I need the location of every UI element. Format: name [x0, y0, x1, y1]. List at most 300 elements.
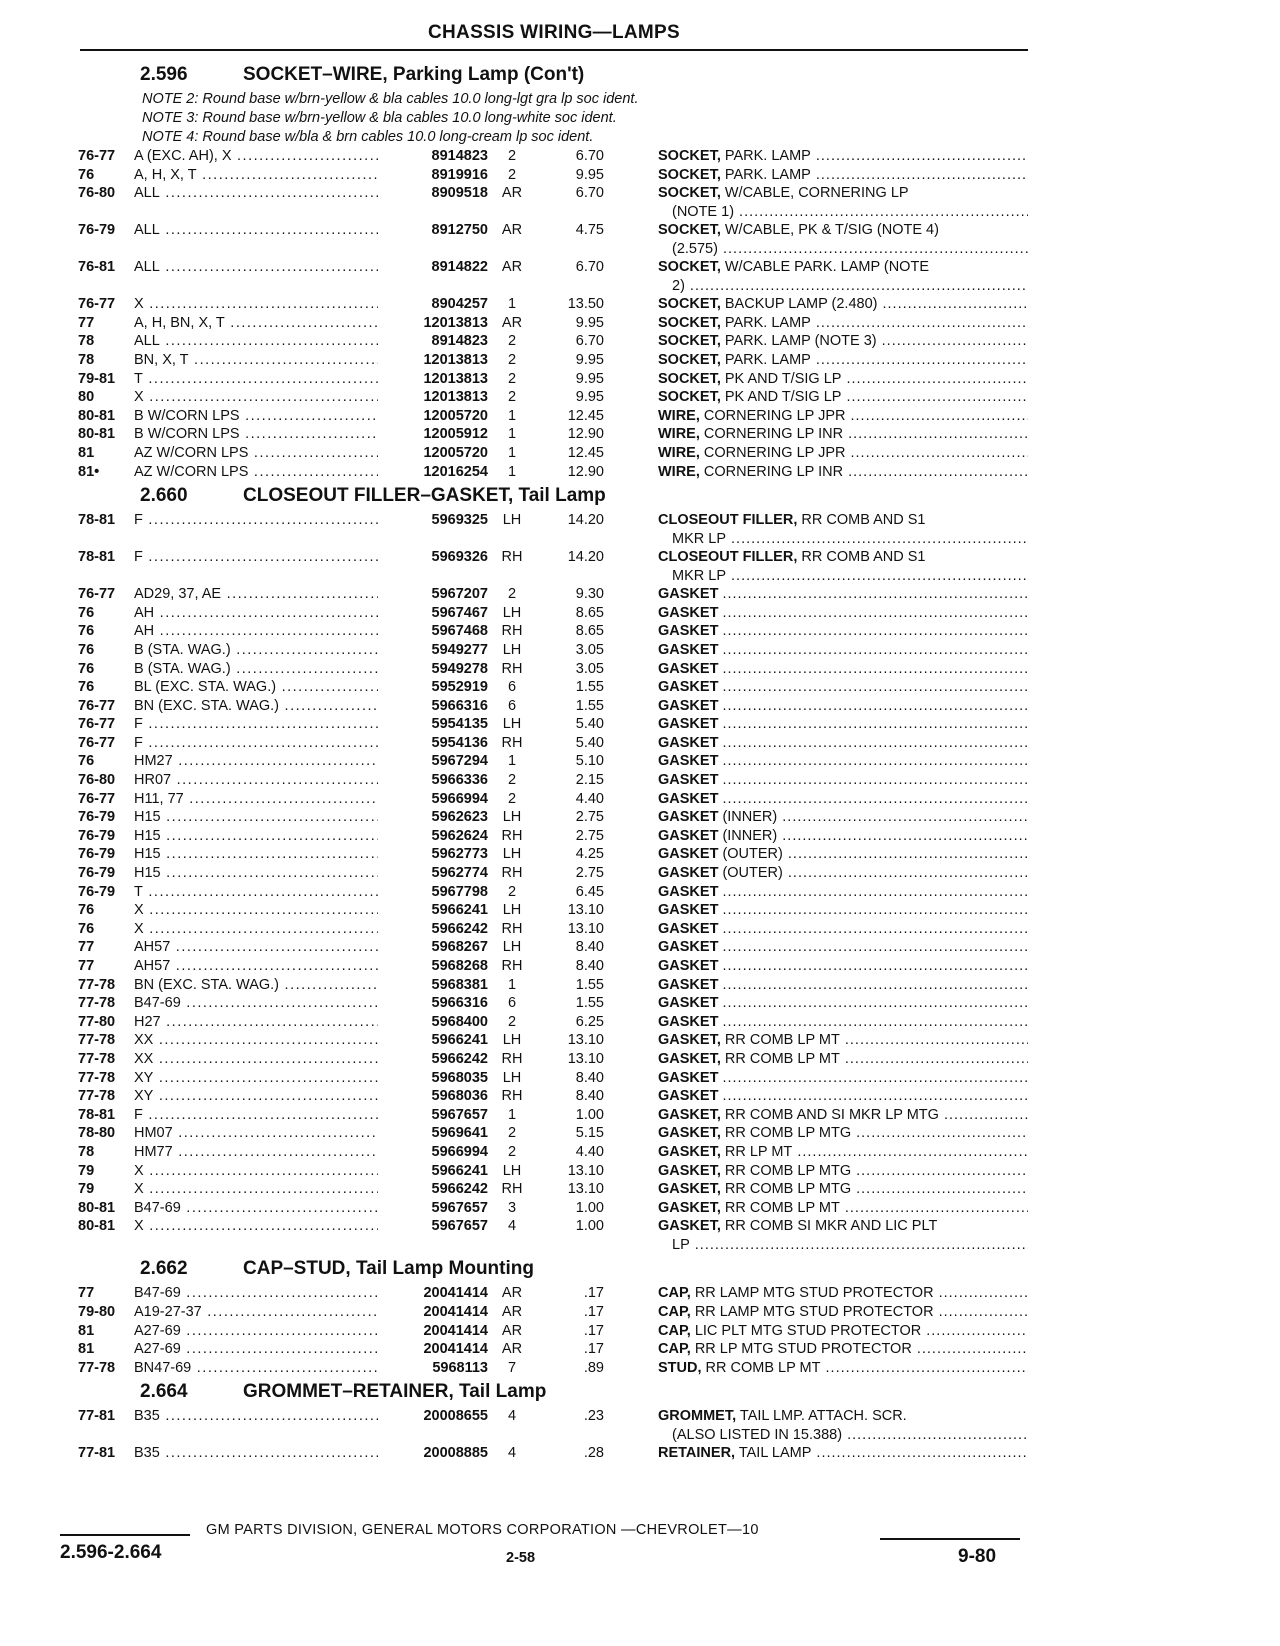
footer-section-range: 2.596-2.664	[60, 1542, 162, 1563]
part-detail: (INNER)	[722, 809, 778, 826]
quantity: RH	[501, 734, 523, 751]
price: .17	[583, 1285, 604, 1302]
part-number: 8914823	[378, 332, 488, 351]
price: 12.45	[567, 444, 604, 461]
price: 13.10	[567, 902, 604, 919]
description-line	[658, 995, 1028, 1011]
model-code: BN, X, T .....	[134, 351, 404, 370]
quantity: 1	[507, 463, 517, 480]
price: 4.40	[575, 790, 604, 807]
part-name: GASKET	[658, 697, 719, 714]
model-code: X .....	[134, 295, 404, 314]
part-detail: LIC PLT MTG STUD PROTECTOR	[694, 1322, 922, 1339]
model-year: 76-79	[78, 827, 116, 844]
part-row	[78, 752, 1028, 771]
model-year: 76-79	[78, 883, 116, 900]
part-description	[658, 548, 1028, 585]
model-code: ALL .....	[134, 332, 404, 351]
part-row	[78, 1013, 1028, 1032]
part-description	[658, 332, 1028, 351]
quantity: LH	[502, 902, 522, 919]
part-row	[78, 184, 1028, 221]
part-name: STUD,	[658, 1359, 702, 1376]
price: .23	[583, 1408, 604, 1425]
quantity: 6	[507, 697, 517, 714]
price: 2.75	[575, 809, 604, 826]
description-line	[658, 921, 1028, 937]
model-code: H15 .....	[134, 827, 404, 846]
part-detail: RR COMB LP MT	[724, 1050, 840, 1067]
description-line	[658, 352, 1028, 368]
description-line	[658, 426, 1028, 442]
part-name: GASKET,	[658, 1218, 721, 1235]
part-name: GASKET	[658, 958, 719, 974]
description-line	[658, 679, 1028, 695]
model-year: 76-77	[78, 586, 116, 603]
model-code: X .....	[134, 388, 404, 407]
part-row	[78, 585, 1028, 604]
quantity: LH	[502, 512, 522, 529]
part-number: 5966242	[378, 1180, 488, 1199]
description-line	[658, 1107, 1028, 1123]
price: 6.70	[575, 333, 604, 350]
description-line	[658, 902, 1028, 918]
price: 2.75	[575, 865, 604, 882]
part-row	[78, 1359, 1028, 1378]
part-detail: CORNERING LP JPR	[703, 444, 846, 461]
part-name: GASKET	[658, 641, 719, 658]
description-line	[658, 549, 925, 565]
part-number: 5967468	[378, 622, 488, 641]
model-code: A19-27-37 .....	[134, 1303, 404, 1322]
quantity: AR	[501, 314, 523, 331]
part-number: 20008655	[378, 1407, 488, 1426]
part-detail: RR COMB LP MTG	[724, 1181, 852, 1198]
description-line	[658, 1144, 1028, 1160]
part-detail: RR COMB AND S1	[801, 512, 926, 529]
model-code: X .....	[134, 901, 404, 920]
quantity: LH	[502, 1032, 522, 1049]
part-name: SOCKET,	[658, 314, 721, 331]
model-year: 80-81	[78, 426, 116, 443]
description-continuation-text: MKR LP .....	[672, 531, 1028, 547]
model-code: XY .....	[134, 1087, 404, 1106]
price: .89	[583, 1359, 604, 1376]
part-number: 8919916	[378, 166, 488, 185]
part-row	[78, 994, 1028, 1013]
part-name: CLOSEOUT FILLER,	[658, 549, 798, 566]
part-row	[78, 425, 1028, 444]
model-code: A27-69 .....	[134, 1340, 404, 1359]
section-heading	[78, 60, 1028, 90]
quantity: RH	[501, 1181, 523, 1198]
description-continuation-text: 2) .....	[672, 278, 1028, 294]
description-line	[658, 1323, 1028, 1339]
part-detail: PARK. LAMP	[724, 351, 811, 368]
quantity: LH	[502, 809, 522, 826]
model-year: 76	[78, 166, 95, 183]
part-detail: BACKUP LAMP (2.480)	[724, 296, 878, 313]
part-row	[78, 976, 1028, 995]
model-year: 78	[78, 1143, 95, 1160]
model-year: 78-80	[78, 1125, 116, 1142]
model-code: XY .....	[134, 1069, 404, 1088]
part-row	[78, 1407, 1028, 1444]
model-code: T .....	[134, 370, 404, 389]
part-description	[658, 295, 1028, 314]
part-name: GASKET	[658, 604, 719, 621]
quantity: 2	[507, 148, 517, 164]
part-number: 5966241	[378, 1031, 488, 1050]
part-description	[658, 585, 1028, 604]
part-description	[658, 407, 1028, 426]
part-number: 5952919	[378, 678, 488, 697]
part-number: 5966316	[378, 994, 488, 1013]
description-line	[658, 371, 1028, 387]
price: 5.10	[575, 753, 604, 770]
part-number: 12013813	[378, 314, 488, 333]
description-continuation	[658, 1236, 1028, 1255]
description-continuation	[658, 203, 1028, 222]
model-year: 76	[78, 604, 95, 621]
part-detail: W/CABLE PARK. LAMP (NOTE	[724, 259, 929, 276]
model-code: BL (EXC. STA. WAG.) .....	[134, 678, 404, 697]
price: 12.45	[567, 407, 604, 424]
part-number: 12005912	[378, 425, 488, 444]
model-code: ALL .....	[134, 221, 404, 240]
price: 6.70	[575, 148, 604, 164]
part-name: SOCKET,	[658, 259, 721, 276]
part-description	[658, 258, 1028, 295]
model-year: 76-80	[78, 185, 116, 202]
description-line	[658, 828, 1028, 844]
part-name: SOCKET,	[658, 351, 721, 368]
quantity: RH	[501, 958, 523, 974]
price: 14.20	[567, 512, 604, 529]
part-name: GASKET	[658, 790, 719, 807]
model-year: 77-78	[78, 976, 116, 993]
part-number: 20041414	[378, 1303, 488, 1322]
part-row	[78, 957, 1028, 976]
section-note: NOTE 2: Round base w/brn-yellow & bla cables 10.0 long-lgt gra lp soc ident.	[142, 91, 639, 107]
part-detail: TAIL LMP. ATTACH. SCR.	[739, 1408, 907, 1425]
part-number: 5966994	[378, 1143, 488, 1162]
footer-page-number: 2-58	[506, 1550, 536, 1566]
part-name: WIRE,	[658, 444, 700, 461]
model-code: HM07 .....	[134, 1124, 404, 1143]
part-number: 5962774	[378, 864, 488, 883]
description-line	[658, 642, 1028, 658]
quantity: RH	[501, 549, 523, 566]
model-code: X .....	[134, 1217, 404, 1236]
part-row	[78, 1199, 1028, 1218]
part-row	[78, 1303, 1028, 1322]
model-year: 77	[78, 939, 95, 956]
section-title: GROMMET–RETAINER, Tail Lamp	[243, 1381, 547, 1403]
model-code: BN (EXC. STA. WAG.) .....	[134, 976, 404, 995]
part-row	[78, 444, 1028, 463]
part-name: GASKET	[658, 753, 719, 770]
part-name: CAP,	[658, 1303, 691, 1320]
part-row	[78, 1143, 1028, 1162]
part-name: GASKET	[658, 734, 719, 751]
quantity: LH	[502, 939, 522, 956]
part-detail: RR LAMP MTG STUD PROTECTOR	[694, 1285, 934, 1302]
description-line	[658, 185, 909, 201]
price: 1.55	[575, 697, 604, 714]
description-line	[658, 846, 1028, 862]
model-code: F .....	[134, 511, 404, 530]
description-line	[658, 1014, 1028, 1030]
model-year: 79-81	[78, 370, 116, 387]
part-row	[78, 845, 1028, 864]
part-row	[78, 258, 1028, 295]
price: 8.65	[575, 604, 604, 621]
description-line	[658, 222, 939, 238]
price: 14.20	[567, 549, 604, 566]
model-code: B (STA. WAG.) .....	[134, 660, 404, 679]
model-code: B47-69 .....	[134, 994, 404, 1013]
price: 3.05	[575, 660, 604, 677]
part-row	[78, 295, 1028, 314]
model-code: B W/CORN LPS .....	[134, 407, 404, 426]
model-year: 76-80	[78, 772, 116, 789]
description-line	[658, 296, 1028, 312]
part-description	[658, 622, 1028, 641]
part-description	[658, 697, 1028, 716]
part-detail: CORNERING LP JPR	[703, 407, 846, 424]
model-code: F .....	[134, 734, 404, 753]
part-number: 12005720	[378, 444, 488, 463]
price: 1.00	[575, 1218, 604, 1235]
model-year: 79	[78, 1181, 95, 1198]
quantity: LH	[502, 604, 522, 621]
quantity: 2	[507, 1013, 517, 1030]
model-year: 81	[78, 1341, 95, 1358]
model-year: 77-78	[78, 1032, 116, 1049]
part-name: GASKET	[658, 586, 719, 603]
quantity: 4	[507, 1445, 517, 1462]
quantity: 2	[507, 790, 517, 807]
part-name: CAP,	[658, 1285, 691, 1302]
part-name: SOCKET,	[658, 333, 721, 350]
part-description	[658, 734, 1028, 753]
part-name: GASKET,	[658, 1106, 721, 1123]
description-line	[658, 167, 1028, 183]
section-number: 2.660	[140, 485, 188, 507]
part-row	[78, 622, 1028, 641]
model-code: BN (EXC. STA. WAG.) .....	[134, 697, 404, 716]
model-code: H11, 77 .....	[134, 790, 404, 809]
price: 13.10	[567, 1032, 604, 1049]
model-code: XX .....	[134, 1031, 404, 1050]
quantity: AR	[501, 259, 523, 276]
quantity: AR	[501, 1341, 523, 1358]
description-line	[658, 1088, 1028, 1104]
part-description	[658, 1340, 1028, 1359]
description-line	[658, 1163, 1028, 1179]
part-description	[658, 184, 1028, 221]
part-row	[78, 790, 1028, 809]
part-row	[78, 697, 1028, 716]
description-line	[658, 315, 1028, 331]
model-year: 78-81	[78, 1106, 116, 1123]
part-description	[658, 845, 1028, 864]
part-number: 5968267	[378, 938, 488, 957]
part-row	[78, 388, 1028, 407]
description-line	[658, 623, 1028, 639]
part-number: 8912750	[378, 221, 488, 240]
model-code: B47-69 .....	[134, 1199, 404, 1218]
part-name: GASKET,	[658, 1125, 721, 1142]
part-description	[658, 511, 1028, 548]
part-name: SOCKET,	[658, 389, 721, 406]
part-number: 20041414	[378, 1340, 488, 1359]
description-line	[658, 1181, 1028, 1197]
part-description	[658, 790, 1028, 809]
part-name: GASKET	[658, 976, 719, 993]
quantity: LH	[502, 716, 522, 733]
part-description	[658, 147, 1028, 166]
part-description	[658, 1050, 1028, 1069]
model-code: AH57 .....	[134, 957, 404, 976]
section-number: 2.596	[140, 64, 188, 85]
part-number: 5968381	[378, 976, 488, 995]
quantity: 6	[507, 679, 517, 696]
model-year: 78-81	[78, 549, 116, 566]
part-detail: W/CABLE, CORNERING LP	[724, 185, 909, 202]
price: 8.40	[575, 958, 604, 974]
price: .28	[583, 1445, 604, 1462]
part-number: 5967798	[378, 883, 488, 902]
model-code: X .....	[134, 1180, 404, 1199]
model-year: 77	[78, 1285, 95, 1302]
quantity: AR	[501, 1303, 523, 1320]
part-detail: RR COMB LP MTG	[724, 1162, 852, 1179]
model-code: T .....	[134, 883, 404, 902]
part-description	[658, 1217, 1028, 1254]
part-row	[78, 920, 1028, 939]
quantity: AR	[501, 1322, 523, 1339]
model-year: 76-77	[78, 296, 116, 313]
model-year: 78	[78, 351, 95, 368]
part-detail: PARK. LAMP	[724, 166, 811, 183]
price: 8.40	[575, 939, 604, 956]
part-number: 12005720	[378, 407, 488, 426]
part-row	[78, 1340, 1028, 1359]
model-code: AH .....	[134, 604, 404, 623]
part-description	[658, 715, 1028, 734]
model-year: 77-78	[78, 1050, 116, 1067]
part-number: 5962623	[378, 808, 488, 827]
parts-section	[78, 1377, 1028, 1463]
model-year: 80	[78, 389, 95, 406]
quantity: 1	[507, 976, 517, 993]
quantity: 2	[507, 1143, 517, 1160]
model-year: 77-81	[78, 1408, 116, 1425]
part-row	[78, 678, 1028, 697]
part-number: 5966316	[378, 697, 488, 716]
description-continuation-text: (ALSO LISTED IN 15.388) .....	[672, 1427, 1028, 1443]
part-description	[658, 994, 1028, 1013]
part-description	[658, 221, 1028, 258]
part-row	[78, 1031, 1028, 1050]
model-code: B35 .....	[134, 1444, 404, 1463]
part-number: 5967207	[378, 585, 488, 604]
part-name: GASKET	[658, 772, 719, 789]
price: 6.70	[575, 259, 604, 276]
quantity: 1	[507, 296, 517, 313]
quantity: LH	[502, 1069, 522, 1086]
part-name: GASKET	[658, 809, 719, 826]
model-code: B (STA. WAG.) .....	[134, 641, 404, 660]
description-line	[658, 661, 1028, 677]
part-detail: RR COMB LP MT	[705, 1359, 821, 1376]
price: 8.65	[575, 623, 604, 640]
model-year: 77-80	[78, 1013, 116, 1030]
parts-section	[78, 60, 1028, 481]
part-row	[78, 221, 1028, 258]
quantity: LH	[502, 846, 522, 863]
quantity: 4	[507, 1408, 517, 1425]
part-row	[78, 827, 1028, 846]
part-detail: RR LP MT	[724, 1143, 793, 1160]
part-row	[78, 641, 1028, 660]
part-description	[658, 660, 1028, 679]
description-line	[658, 753, 1028, 769]
parts-section	[78, 481, 1028, 1254]
quantity: RH	[501, 1088, 523, 1105]
description-line	[658, 865, 1028, 881]
part-row	[78, 147, 1028, 166]
part-description	[658, 1322, 1028, 1341]
part-row	[78, 1217, 1028, 1254]
model-code: A, H, BN, X, T .....	[134, 314, 404, 333]
part-description	[658, 1359, 1028, 1378]
description-line	[658, 958, 1028, 974]
part-row	[78, 351, 1028, 370]
price: 5.40	[575, 734, 604, 751]
model-code: H15 .....	[134, 808, 404, 827]
footer-date: 9-80	[958, 1546, 997, 1567]
quantity: 2	[507, 389, 517, 406]
quantity: 1	[507, 753, 517, 770]
price: 13.50	[567, 296, 604, 313]
quantity: 3	[507, 1199, 517, 1216]
price: .17	[583, 1322, 604, 1339]
part-row	[78, 1087, 1028, 1106]
description-line	[658, 772, 1028, 788]
description-line	[658, 1360, 1028, 1376]
model-code: A27-69 .....	[134, 1322, 404, 1341]
part-number: 5969326	[378, 548, 488, 567]
part-row	[78, 734, 1028, 753]
part-description	[658, 1143, 1028, 1162]
part-row	[78, 938, 1028, 957]
part-detail: (OUTER)	[722, 865, 783, 882]
model-code: AD29, 37, AE .....	[134, 585, 404, 604]
header-rule	[80, 49, 1028, 51]
part-number: 8914823	[378, 147, 488, 166]
description-line	[658, 735, 1028, 751]
part-detail: W/CABLE, PK & T/SIG (NOTE 4)	[724, 222, 939, 239]
part-description	[658, 901, 1028, 920]
model-year: 81	[78, 444, 95, 461]
part-row	[78, 166, 1028, 185]
price: 4.75	[575, 222, 604, 239]
quantity: 2	[507, 586, 517, 603]
model-code: B W/CORN LPS .....	[134, 425, 404, 444]
